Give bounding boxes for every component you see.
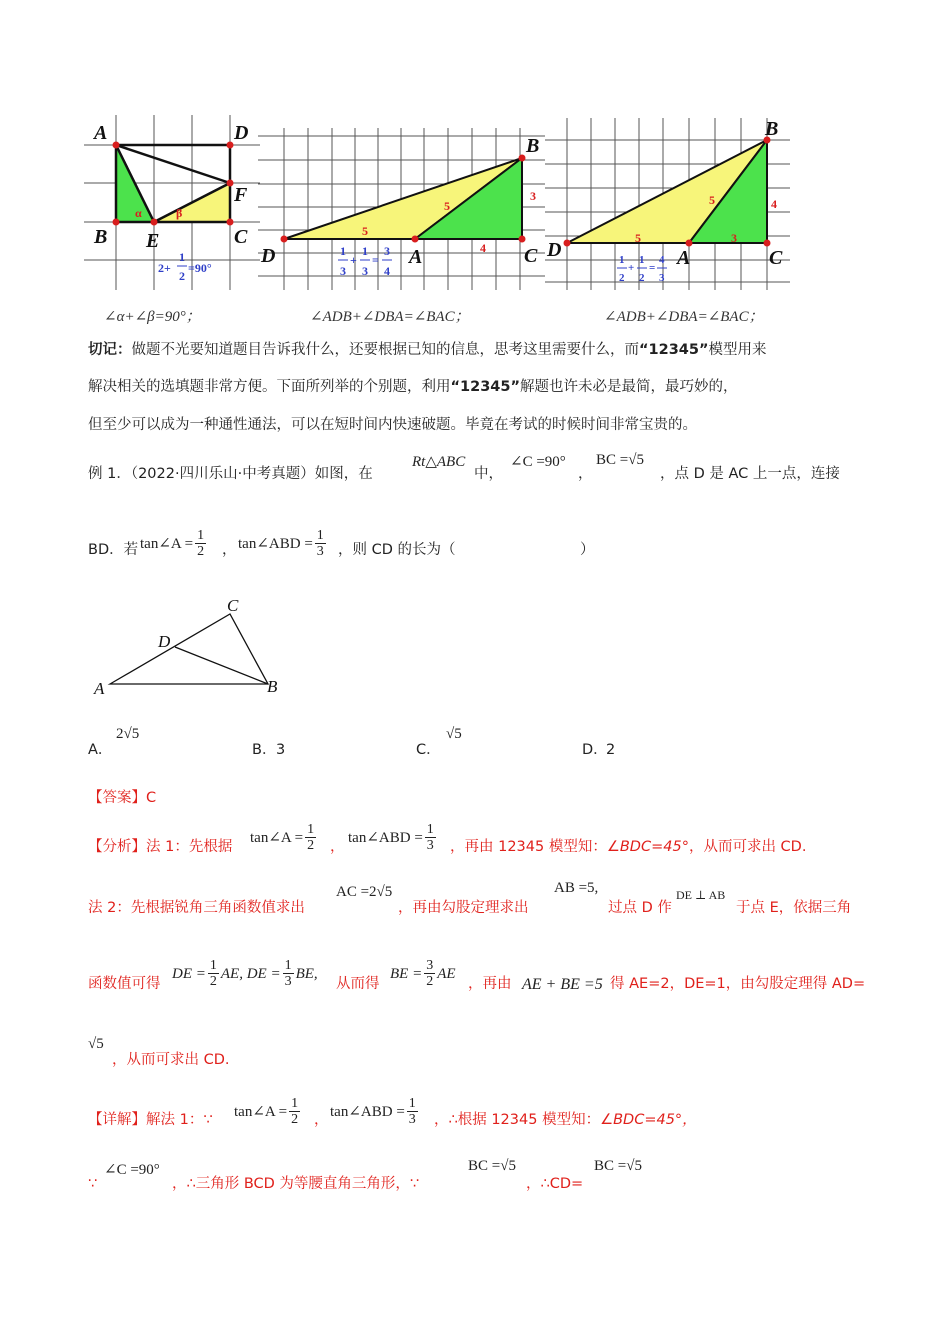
fig2-label-d: D bbox=[261, 245, 276, 267]
triangle-figure bbox=[90, 592, 290, 702]
detail-bc: BC =√5 bbox=[468, 1158, 516, 1174]
detail-tan-abd: tan∠ABD = $\frac{1}{3}$ bbox=[330, 1096, 416, 1127]
note-line-2 bbox=[88, 377, 738, 397]
analysis-l3-d: 得 AE=2，DE=1，由勾股定理得 AD= bbox=[610, 976, 866, 992]
figure-2 bbox=[258, 128, 545, 290]
example-line2-c: ） bbox=[580, 542, 595, 558]
tri-label-d: D bbox=[158, 632, 171, 651]
fig1-beta: β bbox=[176, 206, 183, 220]
example-zhong: 中， bbox=[474, 466, 503, 482]
fig2-f-n2: 1 bbox=[362, 244, 368, 258]
fig2-side-4: 4 bbox=[480, 241, 486, 255]
example-tan-abd: tan∠ABD = $\frac{1}{3}$ bbox=[238, 528, 324, 559]
detail-angle-c: ∠C =90° bbox=[104, 1162, 160, 1178]
tri-label-c: C bbox=[227, 596, 239, 615]
analysis-l1: ，再由 12345 模型知：∠BDC=45°，从而可求出 CD. bbox=[450, 839, 807, 855]
example-line2-b: ，则 CD 的长为（ bbox=[338, 542, 456, 558]
fig1-caption: ∠α+∠β=90°； bbox=[104, 309, 201, 325]
note-text: 解决相关的选填题非常方便。下面所列举的个别题，利用 bbox=[88, 379, 451, 395]
note-line-1 bbox=[88, 340, 767, 360]
analysis-l2-d: 于点 E，依据三角 bbox=[736, 900, 852, 916]
fig3-f-d3: 3 bbox=[659, 272, 665, 284]
fig3-side-4: 4 bbox=[771, 197, 777, 211]
example-angle-c: ∠C =90° bbox=[510, 454, 566, 470]
example-line2-a: BD．若 bbox=[88, 542, 139, 558]
analysis-l3-b: 从而得 bbox=[336, 976, 380, 992]
fig2-f-d2: 3 bbox=[362, 264, 368, 278]
example-rt-triangle: Rt△ABC bbox=[412, 454, 466, 470]
fig2-caption: ∠ADB+∠DBA=∠BAC； bbox=[310, 309, 470, 325]
example-prefix: 例 1．（2022·四川乐山·中考真题）如图，在 bbox=[88, 466, 373, 482]
fig1-label-e: E bbox=[146, 230, 160, 252]
fig3-f-n3: 4 bbox=[659, 254, 665, 266]
fig3-label-d: D bbox=[547, 239, 562, 261]
fig2-label-c: C bbox=[524, 245, 538, 267]
detail-l2-a: ∵ bbox=[88, 1176, 98, 1192]
option-c-label: C． bbox=[416, 742, 441, 758]
fig2-f-d1: 3 bbox=[340, 264, 346, 278]
example-comma: ， bbox=[578, 466, 593, 482]
example-bc: BC =√5 bbox=[596, 452, 644, 468]
note-model: “12345” bbox=[639, 342, 709, 358]
fig1-formula-b: =90° bbox=[188, 261, 212, 275]
fig3-f-plus: + bbox=[628, 262, 635, 274]
analysis-l4-a: √5 bbox=[88, 1036, 104, 1052]
detail-bc2: BC =√5 bbox=[594, 1158, 642, 1174]
analysis-tan-a: tan∠A = $\frac{1}{2}$ bbox=[250, 822, 315, 853]
tri-label-b: B bbox=[267, 677, 278, 696]
analysis-tan-abd: tan∠ABD = $\frac{1}{3}$ bbox=[348, 822, 434, 853]
tri-label-a: A bbox=[94, 679, 105, 698]
fig3-label-a: A bbox=[677, 247, 691, 269]
analysis-be-eq: BE = $\frac{3}{2}$ AE bbox=[390, 958, 456, 989]
fig1-label-f: F bbox=[234, 184, 248, 206]
figure-1 bbox=[84, 115, 260, 290]
fig1-formula-den: 2 bbox=[179, 269, 185, 283]
fig1-formula-num: 1 bbox=[179, 250, 185, 264]
analysis-lead: 【分析】法 1：先根据 bbox=[88, 839, 233, 855]
analysis-sum: AE + BE =5 bbox=[522, 976, 603, 993]
fig1-label-b: B bbox=[94, 226, 108, 248]
fig3-f-d2: 2 bbox=[639, 272, 645, 284]
fig3-side-5a: 5 bbox=[635, 231, 641, 245]
analysis-l2-c: 过点 D 作 bbox=[608, 900, 672, 916]
fig2-side-5a: 5 bbox=[362, 224, 368, 238]
note-text: 模型用来 bbox=[708, 342, 767, 358]
fig2-f-n1: 1 bbox=[340, 244, 346, 258]
option-b-value: 3 bbox=[276, 742, 286, 758]
fig2-label-a: A bbox=[409, 246, 423, 268]
option-a-label: A． bbox=[88, 742, 113, 758]
fig3-f-n1: 1 bbox=[619, 254, 625, 266]
detail-tan-a: tan∠A = $\frac{1}{2}$ bbox=[234, 1096, 299, 1127]
analysis-l2-b: ，再由勾股定理求出 bbox=[398, 900, 529, 916]
fig2-f-d3: 4 bbox=[384, 264, 390, 278]
note-model: “12345” bbox=[450, 379, 521, 395]
answer-label: 【答案】 bbox=[88, 790, 146, 806]
fig2-f-eq: = bbox=[372, 253, 379, 267]
fig1-label-c: C bbox=[234, 226, 248, 248]
note-line-3: 但至少可以成为一种通性通法，可以在短时间内快速破题。毕竟在考试的时候时间非常宝贵的。 bbox=[88, 417, 697, 433]
example-rest: ，点 D 是 AC 上一点，连接 bbox=[660, 466, 840, 482]
analysis-l2-a: 法 2：先根据锐角三角函数值求出 bbox=[88, 900, 305, 916]
analysis-ab: AB =5, bbox=[554, 880, 599, 896]
fig2-f-plus: + bbox=[350, 253, 357, 267]
fig2-side-5b: 5 bbox=[444, 199, 450, 213]
analysis-de-eq: DE = $\frac{1}{2}$ AE, DE = $\frac{1}{3}$ BE, bbox=[172, 958, 318, 989]
fig3-f-n2: 1 bbox=[639, 254, 645, 266]
fig2-label-b: B bbox=[526, 135, 540, 157]
option-a-value: 2√5 bbox=[116, 726, 140, 742]
fig2-f-n3: 3 bbox=[384, 244, 390, 258]
detail-l1: ，∴根据 12345 模型知：∠BDC=45°， bbox=[434, 1112, 697, 1128]
analysis-de: DE ⊥ AB bbox=[676, 888, 726, 902]
note-label: 切记： bbox=[88, 342, 132, 358]
option-c-value: √5 bbox=[446, 726, 462, 742]
example-comma2: ， bbox=[222, 542, 237, 558]
analysis-comma: ， bbox=[330, 839, 345, 855]
option-d-label: D． bbox=[582, 742, 608, 758]
analysis-l3-a: 函数值可得 bbox=[88, 976, 161, 992]
fig1-alpha: α bbox=[135, 206, 142, 220]
figure-3 bbox=[545, 118, 790, 290]
analysis-ac: AC =2√5 bbox=[336, 884, 393, 900]
fig3-caption: ∠ADB+∠DBA=∠BAC； bbox=[604, 309, 764, 325]
fig3-label-c: C bbox=[769, 247, 783, 269]
note-text: 做题不光要知道题目告诉我什么，还要根据已知的信息，思考这里需要什么，而 bbox=[131, 342, 639, 358]
detail-l2-c: ，∴CD= bbox=[526, 1176, 584, 1192]
fig1-formula-a: 2+ bbox=[158, 261, 171, 275]
analysis-l4-b: ，从而可求出 CD. bbox=[112, 1052, 230, 1068]
answer-value: C bbox=[146, 790, 157, 806]
analysis-l3-c: ，再由 bbox=[468, 976, 512, 992]
fig1-label-d: D bbox=[234, 122, 249, 144]
fig3-side-3: 3 bbox=[731, 231, 737, 245]
fig3-label-b: B bbox=[765, 118, 779, 140]
note-text: 解题也许未必是最简，最巧妙的， bbox=[520, 379, 738, 395]
detail-lead: 【详解】解法 1：∵ bbox=[88, 1112, 213, 1128]
detail-l2-b: ，∴三角形 BCD 为等腰直角三角形，∵ bbox=[172, 1176, 420, 1192]
fig2-side-3: 3 bbox=[530, 189, 536, 203]
answer bbox=[88, 788, 156, 808]
fig3-side-5b: 5 bbox=[709, 193, 715, 207]
fig3-f-d1: 2 bbox=[619, 272, 625, 284]
fig3-f-eq: = bbox=[649, 262, 656, 274]
option-d-value: 2 bbox=[606, 742, 616, 758]
example-tan-a: tan∠A = $\frac{1}{2}$ bbox=[140, 528, 205, 559]
fig1-label-a: A bbox=[94, 122, 108, 144]
detail-comma: ， bbox=[314, 1112, 329, 1128]
option-b-label: B． bbox=[252, 742, 277, 758]
